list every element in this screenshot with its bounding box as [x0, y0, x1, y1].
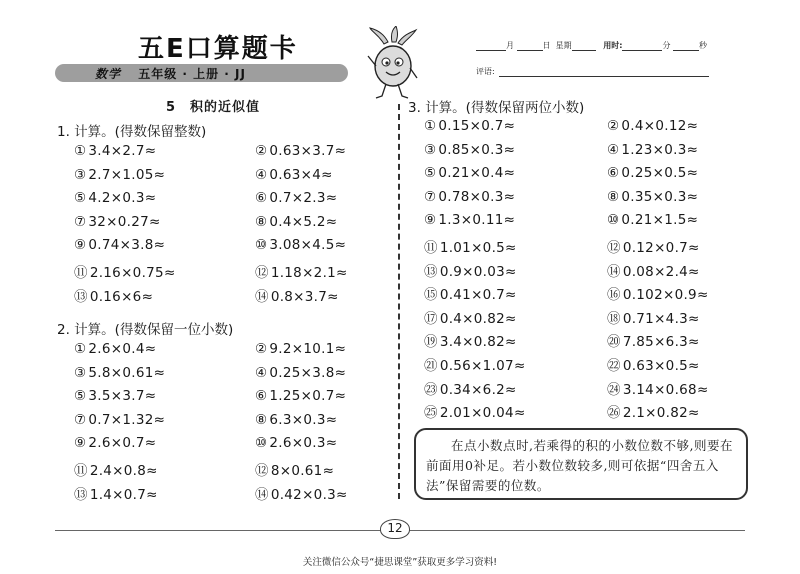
problem-number: ⑥ [255, 190, 268, 207]
problem-expression: 0.15×0.7≈ [438, 118, 516, 134]
comment-line: 评语: [476, 66, 709, 77]
part3-problem-1 [424, 118, 515, 134]
problem-number: ⑧ [255, 213, 268, 230]
problem-expression: 0.16×6≈ [89, 288, 154, 305]
part3-problem-6 [607, 165, 698, 181]
problem-number: ⑬ [424, 263, 438, 280]
problem-number: ⑩ [607, 212, 620, 229]
problem-expression: 1.01×0.5≈ [439, 240, 517, 256]
problem-expression: 0.25×0.5≈ [621, 165, 699, 182]
problem-number: ⑬ [74, 288, 88, 305]
page-number: 12 [380, 519, 410, 539]
part2-problem-6 [255, 388, 346, 404]
part1-problem-1 [74, 143, 156, 159]
problem-number: ㉒ [607, 358, 621, 374]
part1-problem-4 [255, 167, 333, 183]
part1-problem-11 [74, 261, 176, 281]
problem-expression: 0.9×0.03≈ [439, 263, 517, 280]
problem-expression: 0.25×3.8≈ [269, 364, 347, 381]
part1-problem-9 [74, 237, 165, 253]
problem-expression: 0.56×1.07≈ [439, 358, 526, 374]
problem-expression: 0.85×0.3≈ [438, 141, 516, 158]
part3-problem-26 [607, 401, 700, 421]
part3-problem-20 [607, 330, 700, 350]
problem-expression: 7.85×6.3≈ [622, 334, 700, 351]
problem-number: ㉑ [424, 358, 438, 374]
problem-expression: 9.2×10.1≈ [269, 341, 347, 357]
part1-problem-14 [255, 285, 339, 305]
problem-expression: 1.25×0.7≈ [269, 388, 347, 405]
second-blank[interactable] [673, 42, 699, 51]
problem-number: ⑦ [74, 213, 87, 230]
problem-number: ⑦ [424, 188, 437, 205]
problem-expression: 2.6×0.4≈ [88, 341, 157, 357]
problem-expression: 0.78×0.3≈ [438, 188, 516, 205]
problem-number: ⑭ [255, 288, 269, 305]
problem-expression: 2.7×1.05≈ [88, 166, 166, 183]
part3-problem-21 [424, 354, 526, 374]
part1-problem-13 [74, 285, 153, 305]
part2-problem-2 [255, 341, 346, 357]
problem-expression: 2.4×0.8≈ [89, 463, 158, 479]
problem-number: ⑮ [424, 287, 438, 304]
problem-number: ⑪ [74, 265, 88, 281]
problem-number: ⑭ [255, 486, 269, 503]
problem-number: ④ [255, 166, 268, 183]
problem-expression: 0.21×1.5≈ [621, 212, 699, 229]
problem-number: ⑥ [255, 388, 268, 405]
part3-problem-2 [607, 118, 698, 134]
problem-expression: 0.63×0.5≈ [622, 358, 700, 374]
problem-number: ⑨ [74, 237, 87, 254]
problem-number: ⑤ [74, 190, 87, 207]
problem-expression: 0.7×1.32≈ [88, 411, 166, 428]
part2-heading: 2. 计算。(得数保留一位小数) [57, 322, 234, 338]
problem-expression: 0.7×2.3≈ [269, 190, 338, 207]
problem-expression: 0.08×2.4≈ [622, 263, 700, 280]
part3-problem-24 [607, 378, 709, 398]
part3-problem-8 [607, 189, 698, 205]
problem-expression: 1.23×0.3≈ [621, 141, 699, 158]
problem-number: ⑭ [607, 263, 621, 280]
problem-expression: 0.74×3.8≈ [88, 237, 166, 254]
part3-heading: 3. 计算。(得数保留两位小数) [408, 100, 585, 116]
section-title: 5 积的近似值 [166, 100, 261, 115]
problem-number: ⑧ [607, 188, 620, 205]
part2-problem-14 [255, 483, 348, 503]
column-divider [398, 104, 400, 499]
part2-problem-5 [74, 388, 156, 404]
problem-expression: 0.12×0.7≈ [622, 240, 700, 256]
part1-problem-8 [255, 214, 337, 230]
date-time-line: 月 日 星期 用时: 分 秒 [476, 40, 707, 51]
problem-number: ① [74, 143, 87, 159]
part3-problem-15 [424, 283, 517, 303]
month-blank[interactable] [476, 42, 506, 51]
problem-number: ② [255, 143, 268, 159]
part1-heading: 1. 计算。(得数保留整数) [57, 124, 207, 140]
day-blank[interactable] [517, 42, 543, 51]
problem-number: ⑨ [424, 212, 437, 229]
part3-problem-18 [607, 307, 700, 327]
part1-problem-10 [255, 237, 346, 253]
part1-problem-6 [255, 190, 337, 206]
problem-expression: 3.5×3.7≈ [88, 388, 157, 405]
problem-number: ④ [607, 141, 620, 158]
problem-expression: 0.4×5.2≈ [269, 213, 338, 230]
problem-number: ⑫ [255, 463, 269, 479]
problem-expression: 2.16×0.75≈ [89, 265, 176, 281]
part3-problem-13 [424, 260, 517, 280]
radish-mascot-icon [362, 26, 422, 104]
problem-expression: 3.4×0.82≈ [439, 334, 517, 351]
part3-problem-16 [607, 283, 709, 303]
problem-expression: 2.6×0.7≈ [88, 435, 157, 452]
problem-number: ⑩ [255, 237, 268, 254]
problem-number: ⑤ [74, 388, 87, 405]
problem-number: ④ [255, 364, 268, 381]
problem-expression: 8×0.61≈ [270, 463, 335, 479]
problem-number: ⑬ [74, 486, 88, 503]
part2-problem-8 [255, 412, 337, 428]
part3-problem-4 [607, 142, 698, 158]
part3-problem-22 [607, 354, 700, 374]
part2-problem-3 [74, 365, 165, 381]
problem-number: ⑰ [424, 310, 438, 327]
part3-problem-5 [424, 165, 515, 181]
part3-problem-14 [607, 260, 700, 280]
brand-title: 五E口算题卡 [138, 34, 298, 64]
subject-label: 数学 [95, 67, 122, 81]
problem-expression: 0.63×4≈ [269, 166, 333, 183]
problem-expression: 0.41×0.7≈ [439, 287, 517, 304]
problem-number: ⑩ [255, 435, 268, 452]
problem-number: ⑫ [255, 265, 269, 281]
part3-problem-12 [607, 236, 700, 256]
problem-number: ⑦ [74, 411, 87, 428]
problem-expression: 32×0.27≈ [88, 213, 161, 230]
part3-problem-11 [424, 236, 517, 256]
part2-problem-1 [74, 341, 156, 357]
problem-number: ① [424, 118, 437, 134]
problem-number: ② [255, 341, 268, 357]
problem-expression: 5.8×0.61≈ [88, 364, 166, 381]
problem-expression: 4.2×0.3≈ [88, 190, 157, 207]
part3-problem-23 [424, 378, 517, 398]
problem-expression: 0.4×0.12≈ [621, 118, 699, 134]
problem-number: ㉔ [607, 381, 621, 398]
problem-number: ⑨ [74, 435, 87, 452]
problem-expression: 1.4×0.7≈ [89, 486, 158, 503]
problem-expression: 1.18×2.1≈ [270, 265, 348, 281]
part2-problem-12 [255, 459, 334, 479]
problem-number: ⑳ [607, 334, 621, 351]
part3-problem-25 [424, 401, 526, 421]
problem-number: ⑤ [424, 165, 437, 182]
problem-expression: 6.3×0.3≈ [269, 411, 338, 428]
problem-number: ⑯ [607, 287, 621, 304]
problem-number: ③ [424, 141, 437, 158]
problem-expression: 3.4×2.7≈ [88, 143, 157, 159]
problem-expression: 0.42×0.3≈ [270, 486, 348, 503]
part3-problem-17 [424, 307, 517, 327]
problem-number: ⑫ [607, 240, 621, 256]
part2-problem-4 [255, 365, 346, 381]
problem-number: ⑪ [74, 463, 88, 479]
problem-number: ㉖ [607, 405, 621, 422]
part1-problem-2 [255, 143, 346, 159]
part2-problem-9 [74, 435, 156, 451]
part1-problem-3 [74, 167, 165, 183]
part1-problem-5 [74, 190, 156, 206]
problem-expression: 1.3×0.11≈ [438, 212, 516, 229]
problem-number: ③ [74, 364, 87, 381]
problem-number: ① [74, 341, 87, 357]
problem-expression: 3.14×0.68≈ [622, 381, 709, 398]
problem-expression: 0.21×0.4≈ [438, 165, 516, 182]
part2-problem-13 [74, 483, 158, 503]
part3-problem-3 [424, 142, 515, 158]
part1-problem-12 [255, 261, 348, 281]
part3-problem-19 [424, 330, 517, 350]
problem-number: ㉓ [424, 381, 438, 398]
problem-expression: 2.6×0.3≈ [269, 435, 338, 452]
problem-expression: 0.71×4.3≈ [622, 310, 700, 327]
problem-expression: 0.102×0.9≈ [622, 287, 709, 304]
footer-text: 关注微信公众号“捷思课堂”获取更多学习资料! [302, 557, 498, 568]
problem-expression: 0.8×3.7≈ [270, 288, 339, 305]
part3-problem-9 [424, 212, 515, 228]
problem-expression: 0.4×0.82≈ [439, 310, 517, 327]
part2-problem-7 [74, 412, 165, 428]
minute-blank[interactable] [622, 42, 662, 51]
tip-text: 在点小数点时,若乘得的积的小数位数不够,则要在前面用0补足。若小数位数较多,则可依据“四舍五入法”保留需要的位数。 [426, 438, 733, 493]
brand-subtitle [95, 65, 246, 82]
problem-number: ③ [74, 166, 87, 183]
problem-expression: 3.08×4.5≈ [269, 237, 347, 254]
problem-number: ⑲ [424, 334, 438, 351]
part2-problem-11 [74, 459, 158, 479]
tip-box [414, 428, 748, 500]
part1-problem-7 [74, 214, 161, 230]
problem-number: ㉕ [424, 405, 438, 422]
problem-expression: 0.63×3.7≈ [269, 143, 347, 159]
problem-expression: 0.34×6.2≈ [439, 381, 517, 398]
problem-expression: 2.1×0.82≈ [622, 405, 700, 422]
grade-label: 五年级 · 上册 · JJ [138, 67, 246, 81]
part3-problem-7 [424, 189, 515, 205]
part2-problem-10 [255, 435, 337, 451]
part3-problem-10 [607, 212, 698, 228]
problem-number: ⑧ [255, 411, 268, 428]
problem-expression: 2.01×0.04≈ [439, 405, 526, 422]
weekday-blank[interactable] [572, 42, 596, 51]
problem-number: ⑪ [424, 240, 438, 256]
problem-expression: 0.35×0.3≈ [621, 188, 699, 205]
problem-number: ⑱ [607, 310, 621, 327]
problem-number: ② [607, 118, 620, 134]
problem-number: ⑥ [607, 165, 620, 182]
comment-blank[interactable] [499, 68, 709, 77]
